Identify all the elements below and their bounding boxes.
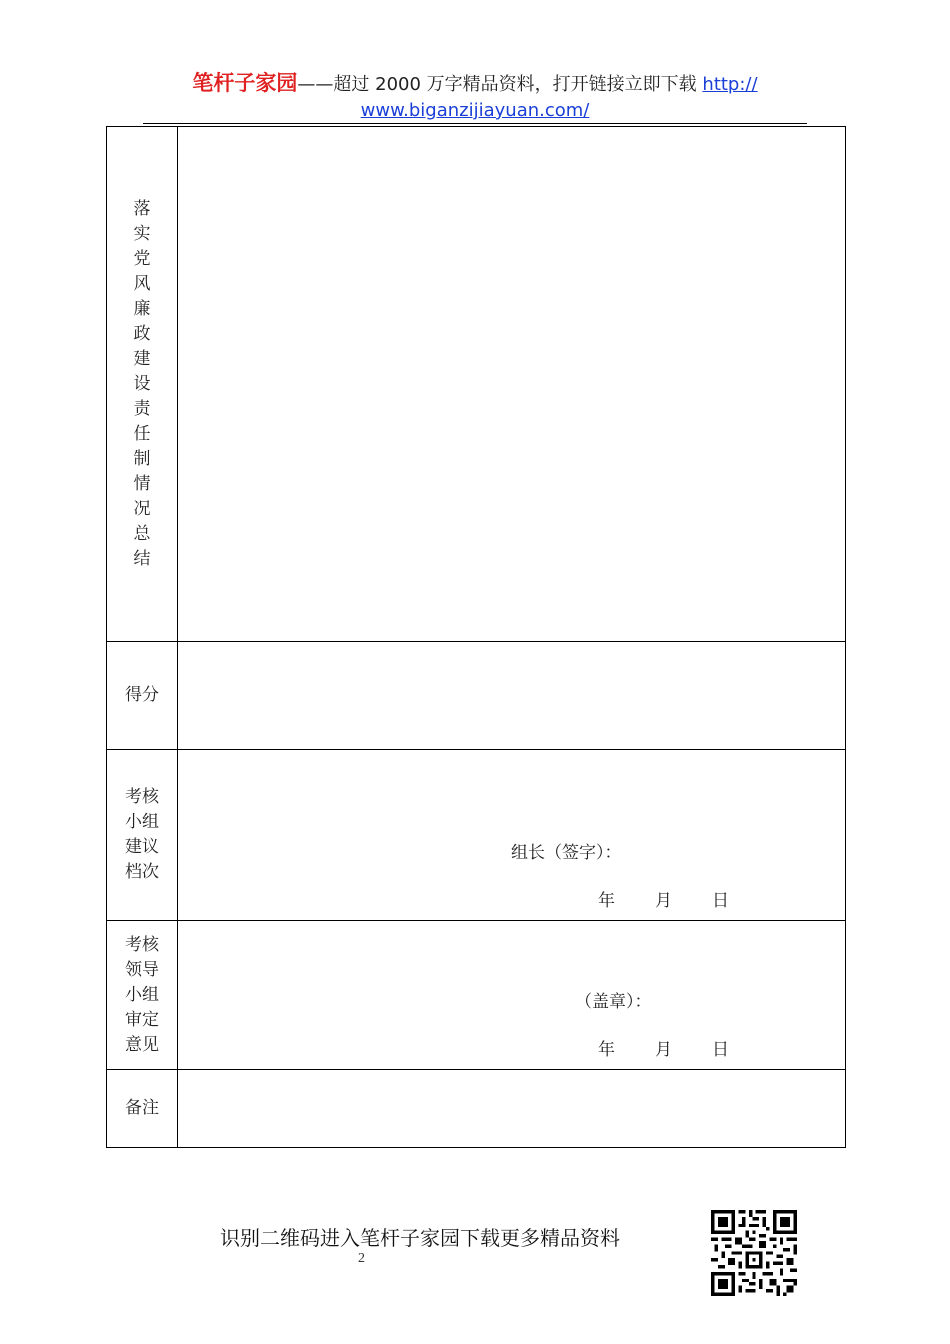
group-leader-signature: 组长（签字）： <box>511 843 622 863</box>
group-date-month: 月 <box>655 891 672 911</box>
footer-text: 识别二维码进入笔杆子家园下载更多精品资料 <box>220 1226 620 1250</box>
group-date-day: 日 <box>712 891 729 911</box>
group-content-cell[interactable] <box>178 750 846 921</box>
qr-code-icon[interactable] <box>711 1210 797 1296</box>
summary-label-cell <box>107 127 178 642</box>
score-row <box>107 642 846 750</box>
group-label-cell <box>107 750 178 921</box>
score-content-cell[interactable] <box>178 642 846 750</box>
header-divider <box>143 123 807 124</box>
summary-content-cell[interactable] <box>178 127 846 642</box>
assessment-form-table <box>106 126 846 1148</box>
score-label-cell <box>107 642 178 750</box>
download-link-part2[interactable]: www.biganzijiayuan.com/ <box>360 100 590 121</box>
leader-date-year: 年 <box>598 1040 615 1060</box>
header-slogan: ——超过 2000 万字精品资料，打开链接立即下载 <box>297 74 703 95</box>
leader-date <box>598 1035 729 1060</box>
score-label: 得分 <box>125 685 159 705</box>
download-link-part1[interactable]: http:// <box>702 74 758 95</box>
page-number: 2 <box>358 1251 365 1266</box>
page-header <box>0 70 950 124</box>
leader-content-cell[interactable] <box>178 921 846 1070</box>
remarks-label-cell <box>107 1070 178 1148</box>
group-date-year: 年 <box>598 891 615 911</box>
remarks-row <box>107 1070 846 1148</box>
leader-label-cell <box>107 921 178 1070</box>
summary-row <box>107 127 846 642</box>
leader-label: 考核领导小组审定意见 <box>125 934 159 1055</box>
leader-date-month: 月 <box>655 1040 672 1060</box>
remarks-content-cell[interactable] <box>178 1070 846 1148</box>
brand-name: 笔杆子家园 <box>192 71 298 95</box>
seal-field: （盖章）： <box>575 992 652 1012</box>
group-date <box>598 886 729 911</box>
remarks-label: 备注 <box>125 1098 159 1118</box>
group-suggestion-row <box>107 750 846 921</box>
leader-review-row <box>107 921 846 1070</box>
group-label: 考核小组建议档次 <box>125 787 159 882</box>
leader-date-day: 日 <box>712 1040 729 1060</box>
summary-label: 落实党风廉政建设责任制情况总结 <box>133 198 151 569</box>
